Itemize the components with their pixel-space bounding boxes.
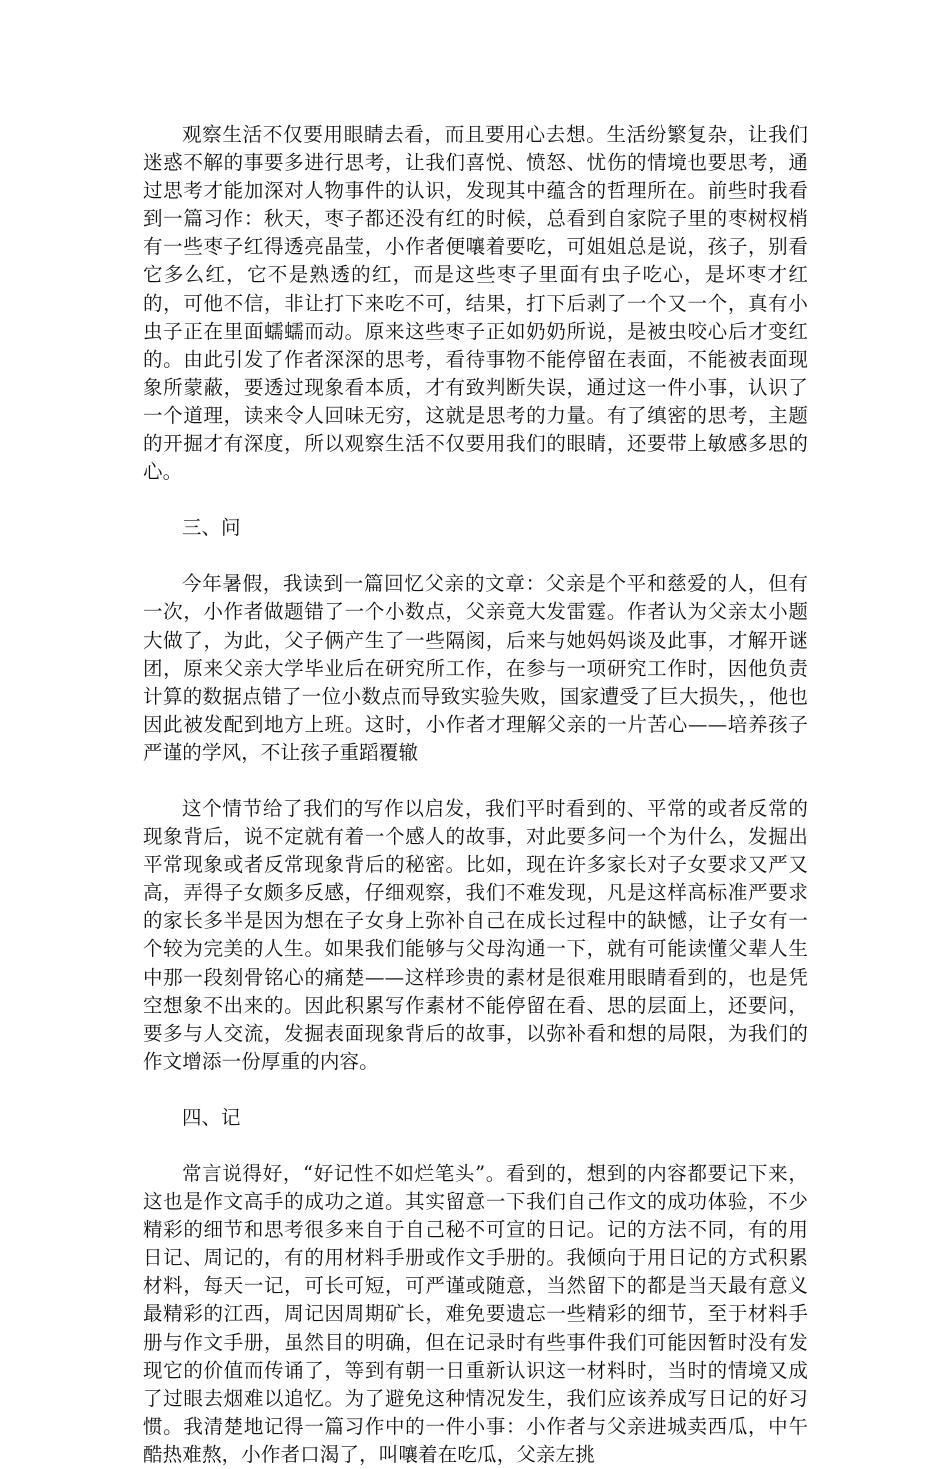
- section-heading-ask: 三、问: [182, 516, 241, 540]
- paragraph-observe-think: 观察生活不仅要用眼睛去看，而且要用心去想。生活纷繁复杂，让我们迷惑不解的事要多进行思考，让我们喜悦、愤怒、忧伤的情境也要思考，通过思考才能加深对人物事件的认识，发现其中蕴含的哲理所在。前些时我看到一篇习作：秋天，枣子都还没有红的时候，总看到自家院子里的枣树杈梢有一些枣子红得透亮晶莹，小作者便嚷着要吃，可姐姐总是说，孩子，别看它多么红，它不是熟透的红，而是这些枣子里面有虫子吃心，是坏枣才红的，可他不信，非让打下来吃不可，结果，打下后剥了一个又一个，真有小虫子正在里面蠕蠕而动。原来这些枣子正如奶奶所说，是被虫咬心后才变红的。由此引发了作者深深的思考，看待事物不能停留在表面，不能被表面现象所蒙蔽，要透过现象看本质，才有致判断失误，通过这一件小事，认识了一个道理，读来令人回味无穷，这就是思考的力量。有了缜密的思考，主题的开掘才有深度，所以观察生活不仅要用我们的眼睛，还要带上敏感多思的心。: [143, 123, 808, 484]
- paragraph-keep-diary: 常言说得好，“好记性不如烂笔头”。看到的，想到的内容都要记下来，这也是作文高手的成功之道。其实留意一下我们自己作文的成功体验，不少精彩的细节和思考很多来自于自己秘不可宣的日记。记的方法不同，有的用日记、周记的，有的用材料手册或作文手册的。我倾向于用日记的方式积累材料，每天一记，可长可短，可严谨或随意，当然留下的都是当天最有意义最精彩的江西，周记因周期矿长，难免要遗忘一些精彩的细节，至于材料手册与作文手册，虽然目的明确，但在记录时有些事件我们可能因暂时没有发现它的价值而传诵了，等到有朝一日重新认识这一材料时，当时的情境又成了过眼去烟难以追忆。为了避免这种情况发生，我们应该养成写日记的好习惯。我清楚地记得一篇习作中的一件小事：小作者与父亲进城卖西瓜，中午酷热难熬，小作者口渴了，叫嚷着在吃瓜，父亲左挑: [143, 1162, 808, 1466]
- paragraph-ask-why: 这个情节给了我们的写作以启发，我们平时看到的、平常的或者反常的现象背后，说不定就有着一个感人的故事，对此要多问一个为什么，发掘出平常现象或者反常现象背后的秘密。比如，现在许多家长对子女要求又严又高，弄得子女颇多反感，仔细观察，我们不难发现，凡是这样高标准严要求的家长多半是因为想在子女身上弥补自己在成长过程中的缺憾，让子女有一个较为完美的人生。如果我们能够与父母沟通一下，就有可能读懂父辈人生中那一段刻骨铭心的痛楚——这样珍贵的素材是很难用眼睛看到的，也是凭空想象不出来的。因此积累写作素材不能停留在看、思的层面上，还要问，要多与人交流，发掘表面现象背后的故事，以弥补看和想的局限，为我们的作文增添一份厚重的内容。: [143, 796, 808, 1073]
- paragraph-father-story: 今年暑假，我读到一篇回忆父亲的文章：父亲是个平和慈爱的人，但有一次，小作者做题错了一个小数点，父亲竟大发雷霆。作者认为父亲太小题大做了，为此，父子俩产生了一些隔阂，后来与她妈妈谈及此事，才解开谜团，原来父亲大学毕业后在研究所工作，在参与一项研究工作时，因他负责计算的数据点错了一位小数点而导致实验失败，国家遭受了巨大损失，，他也因此被发配到地方上班。这时，小作者才理解父亲的一片苦心——培养孩子严谨的学风，不让孩子重蹈覆辙: [143, 572, 808, 764]
- document-page: [143, 121, 808, 1469]
- section-heading-record: 四、记: [182, 1105, 241, 1129]
